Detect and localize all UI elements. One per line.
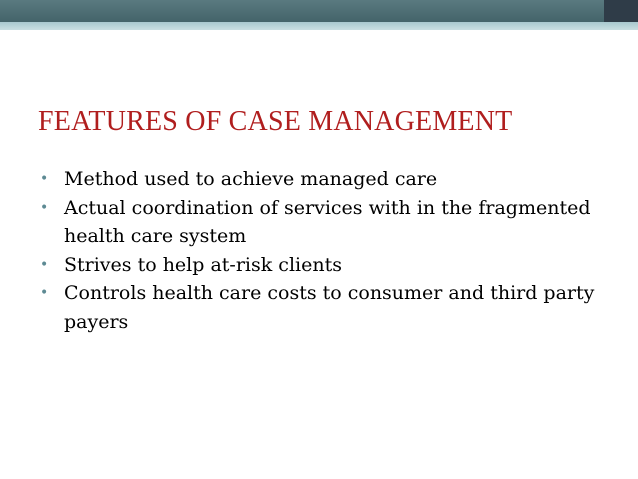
bullet-marker: •: [40, 256, 49, 273]
header-accent-strip: [0, 22, 638, 30]
bullet-item: [38, 279, 618, 336]
bullet-marker: •: [40, 199, 49, 216]
bullet-marker: •: [40, 171, 49, 187]
slide-title: FEATURES OF CASE MANAGEMENT: [38, 106, 513, 137]
header-corner-block: [604, 0, 638, 22]
bullet-item: [38, 165, 618, 194]
bullet-text: Controls health care costs to consumer and third party payers: [64, 282, 595, 333]
bullet-list: [38, 165, 618, 336]
bullet-item: [38, 251, 618, 280]
bullet-text: Actual coordination of services with in the fragmented health care system: [64, 196, 591, 247]
bullet-text: Strives to help at-risk clients: [64, 253, 342, 276]
bullet-item: [38, 194, 618, 251]
header-band: [0, 0, 638, 22]
bullet-marker: •: [40, 285, 49, 301]
bullet-text: Method used to achieve managed care: [64, 168, 438, 190]
